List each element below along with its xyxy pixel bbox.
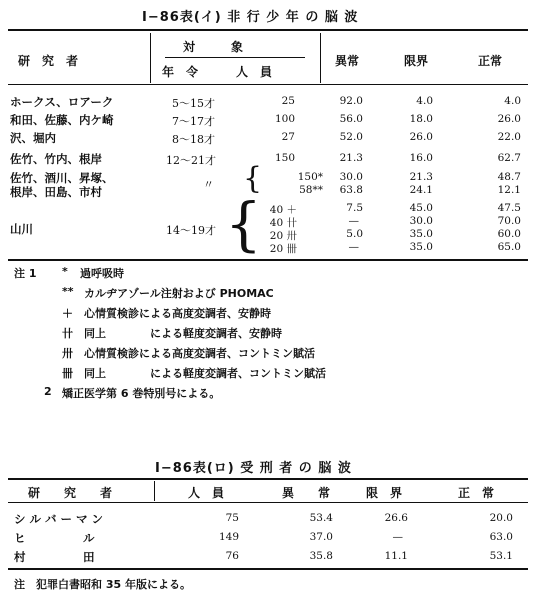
note5-mark: 卅 xyxy=(62,347,73,360)
group2-row4-abnormal: — xyxy=(348,241,359,253)
group1-row2-count: 58** xyxy=(299,184,323,196)
header-researcher: 研 究 者 xyxy=(18,54,79,68)
row3-abnormal: 52.0 xyxy=(339,131,363,143)
group2-row3-normal: 60.0 xyxy=(497,228,521,240)
row2-count: 100 xyxy=(274,113,295,125)
note6-text: 同上 による軽度変調者、コントミン賦活 xyxy=(84,367,326,380)
table2-row1-normal: 20.0 xyxy=(489,512,513,524)
group2-row1-normal: 47.5 xyxy=(497,202,521,214)
group1-row1-borderline: 21.3 xyxy=(409,171,433,183)
table2-row2-researcher: ヒ ル xyxy=(14,531,95,545)
group2-row2-borderline: 30.0 xyxy=(409,215,433,227)
group1-brace-icon: { xyxy=(243,161,263,196)
group1-row2-abnormal: 63.8 xyxy=(339,184,363,196)
row1-normal: 4.0 xyxy=(504,95,521,107)
row1-age: 5〜15才 xyxy=(172,97,215,110)
row1-borderline: 4.0 xyxy=(416,95,433,107)
row3-borderline: 26.0 xyxy=(409,131,433,143)
note7-label: 2 xyxy=(44,385,52,398)
table2-row3-abnormal: 35.8 xyxy=(309,550,333,562)
table2-header-abnormal: 異 常 xyxy=(282,486,331,500)
group1-row1-abnormal: 30.0 xyxy=(339,171,363,183)
group1-researcher-line1: 佐竹、酒川、昇塚、 xyxy=(10,171,114,185)
group2-row4-normal: 65.0 xyxy=(497,241,521,253)
group2-row4-count: 20 卌 xyxy=(269,243,297,255)
table1-bottom-rule xyxy=(8,259,528,261)
row4-researcher: 佐竹、竹内、根岸 xyxy=(10,152,102,166)
table2-header-count: 人 員 xyxy=(188,486,225,500)
header-normal: 正常 xyxy=(478,54,503,68)
table2-row1-researcher: シ ル バ ー マ ン xyxy=(14,512,104,526)
table2-row1-borderline: 26.6 xyxy=(384,512,408,524)
note4-mark: 卄 xyxy=(62,327,73,340)
row2-borderline: 18.0 xyxy=(409,113,433,125)
row1-count: 25 xyxy=(281,95,295,107)
note2-text: カルヂアゾール注射および PHOMAC xyxy=(84,287,274,300)
group1-row1-normal: 48.7 xyxy=(497,171,521,183)
group2-row2-abnormal: — xyxy=(348,215,359,227)
note3-mark: ＋ xyxy=(62,307,73,320)
note1-mark: * xyxy=(62,265,68,278)
header-borderline: 限界 xyxy=(404,54,429,68)
group2-row2-normal: 70.0 xyxy=(497,215,521,227)
header-divider-left xyxy=(150,33,151,83)
note5-text: 心情質検診による高度変調者、コントミン賦活 xyxy=(84,347,315,360)
group2-row3-abnormal: 5.0 xyxy=(346,228,363,240)
table2-row1-abnormal: 53.4 xyxy=(309,512,333,524)
table2-row1-count: 75 xyxy=(225,512,239,524)
row4-age: 12〜21才 xyxy=(166,154,216,167)
header-divider-right xyxy=(320,33,321,83)
row2-normal: 26.0 xyxy=(497,113,521,125)
table2-header-normal: 正 常 xyxy=(458,486,495,500)
group2-row2-count: 40 卄 xyxy=(269,217,297,229)
group2-row1-borderline: 45.0 xyxy=(409,202,433,214)
row3-age: 8〜18才 xyxy=(172,133,215,146)
row3-normal: 22.0 xyxy=(497,131,521,143)
row2-researcher: 和田、佐藤、内ケ崎 xyxy=(10,113,114,127)
group2-row4-borderline: 35.0 xyxy=(409,241,433,253)
row2-abnormal: 56.0 xyxy=(339,113,363,125)
row4-normal: 62.7 xyxy=(497,152,521,164)
note4-text: 同上 による軽度変調者、安静時 xyxy=(84,327,282,340)
note-label: 注 1 xyxy=(14,267,37,280)
table2-row2-normal: 63.0 xyxy=(489,531,513,543)
group1-row1-count: 150* xyxy=(297,171,323,183)
table2-header-researcher: 研 究 者 xyxy=(28,486,113,500)
table2-row3-researcher: 村 田 xyxy=(14,550,95,564)
table1-title: Ⅰ−86表(イ) 非 行 少 年 の 脳 波 xyxy=(142,10,359,25)
group2-row1-count: 40 ＋ xyxy=(269,204,297,216)
table2-note: 注 犯罪白書昭和 35 年版による。 xyxy=(14,578,191,591)
header-abnormal: 異常 xyxy=(335,54,360,68)
group2-age: 14〜19才 xyxy=(166,224,216,237)
table2-row3-count: 76 xyxy=(225,550,239,562)
row3-researcher: 沢、堀内 xyxy=(10,131,56,145)
table2-row2-borderline: — xyxy=(392,531,403,543)
table1-top-rule xyxy=(8,29,528,31)
group1-row2-normal: 12.1 xyxy=(497,184,521,196)
row1-researcher: ホークス、ロアーク xyxy=(10,95,114,109)
row1-abnormal: 92.0 xyxy=(339,95,363,107)
group2-researcher: 山川 xyxy=(10,222,33,236)
note3-text: 心情質検診による高度変調者、安静時 xyxy=(84,307,271,320)
table2-row3-borderline: 11.1 xyxy=(384,550,408,562)
header-subject: 対 象 xyxy=(183,40,244,54)
table2-header-borderline: 限 界 xyxy=(366,486,403,500)
note6-mark: 卌 xyxy=(62,367,73,380)
table2-header-rule xyxy=(8,502,528,503)
row4-abnormal: 21.3 xyxy=(339,152,363,164)
row3-count: 27 xyxy=(281,131,295,143)
table2-row2-abnormal: 37.0 xyxy=(309,531,333,543)
note1-text: 過呼吸時 xyxy=(80,267,124,280)
table2-bottom-rule xyxy=(8,568,528,570)
table2-title: Ⅰ−86表(ロ) 受 刑 者 の 脳 波 xyxy=(155,461,352,476)
table2-row3-normal: 53.1 xyxy=(489,550,513,562)
group1-researcher-line2: 根岸、田島、市村 xyxy=(10,185,102,199)
group2-row3-count: 20 卅 xyxy=(269,230,297,242)
note7-text: 矯正医学第 6 巻特別号による。 xyxy=(62,387,221,400)
group2-row3-borderline: 35.0 xyxy=(409,228,433,240)
note2-mark: ** xyxy=(62,285,74,298)
group1-age: 〃 xyxy=(203,178,214,191)
row4-borderline: 16.0 xyxy=(409,152,433,164)
row4-count: 150 xyxy=(274,152,295,164)
header-count: 人 員 xyxy=(236,65,273,79)
table2-top-rule xyxy=(8,478,528,480)
table2-row2-count: 149 xyxy=(218,531,239,543)
header-age: 年 令 xyxy=(162,65,199,79)
group1-row2-borderline: 24.1 xyxy=(409,184,433,196)
row2-age: 7〜17才 xyxy=(172,115,215,128)
table2-header-divider xyxy=(154,481,155,501)
table1-header-rule xyxy=(8,84,528,85)
header-subject-rule xyxy=(165,57,305,58)
group2-brace-icon: { xyxy=(225,190,262,258)
group2-row1-abnormal: 7.5 xyxy=(346,202,363,214)
